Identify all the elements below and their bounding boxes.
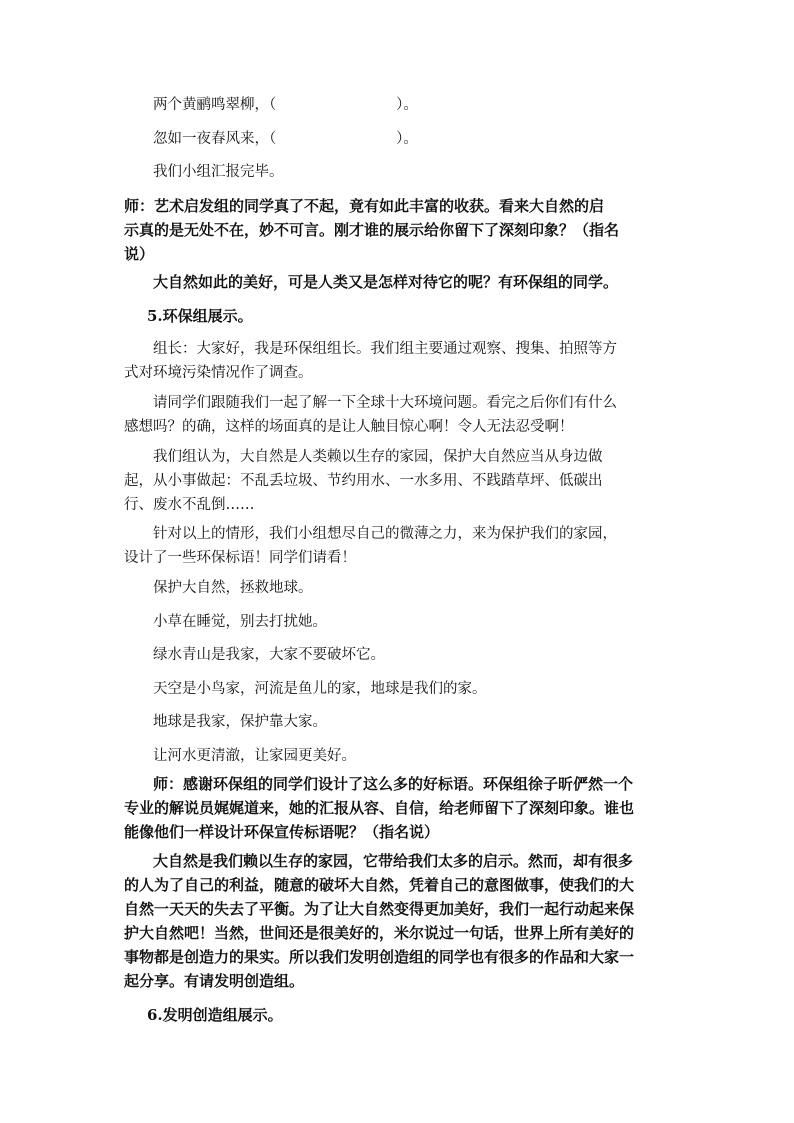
env-problems-line-1: 请同学们跟随我们一起了解一下全球十大环境问题。看完之后你们有什么 [153,395,617,411]
poem-blank-line-2: 忽如一夜春风来，（ ）。 [153,131,418,147]
teacher-remark-4-line-2: 的人为了自己的利益，随意的破坏大自然，凭着自己的意图做事，使我们的大 [124,876,635,894]
group-view-line-2: 起，从小事做起：不乱丢垃圾、节约用水、一水多用、不践踏草坪、低碳出 [124,473,603,489]
slogan-intro-line-2: 设计了一些环保标语！同学们请看！ [124,550,356,566]
env-problems-line-2: 感想吗？的确，这样的场面真的是让人触目惊心啊！令人无法忍受啊！ [124,419,574,435]
leader-intro-line-2: 式对环境污染情况作了调查。 [124,365,313,381]
teacher-remark-2: 大自然如此的美好，可是人类又是怎样对待它的呢？有环保组的同学。 [153,273,619,291]
teacher-remark-3-line-1: 师：感谢环保组的同学们设计了这么多的好标语。环保组徐子昕俨然一个 [153,775,634,793]
teacher-remark-1-line-1: 师：艺术启发组的同学真了不起，竟有如此丰富的收获。看来大自然的启 [124,197,605,215]
slogan-2: 小草在睡觉，别去打扰她。 [153,614,327,630]
slogan-3: 绿水青山是我家，大家不要破坏它。 [153,647,385,663]
teacher-remark-4-line-4: 护大自然吧！当然，世间还是很美好的，米尔说过一句话，世界上所有美好的 [124,924,635,942]
teacher-remark-4-line-6: 起分享。有请发明创造组。 [124,972,305,990]
teacher-remark-4-line-5: 事物都是创造力的果实。所以我们发明创造组的同学也有很多的作品和大家一 [124,948,635,966]
teacher-remark-3-line-3: 能像他们一样设计环保宣传标语呢？（指名说） [124,823,440,841]
slogan-4: 天空是小鸟家，河流是鱼儿的家，地球是我们的家。 [153,681,487,697]
teacher-remark-1-line-2: 示真的是无处不在，妙不可言。刚才谁的展示给你留下了深刻印象？（指名 [124,221,620,239]
leader-intro-line-1: 组长：大家好，我是环保组组长。我们组主要通过观察、搜集、拍照等方 [153,341,617,357]
teacher-remark-4-line-3: 自然一天天的失去了平衡。为了让大自然变得更加美好，我们一起行动起来保 [124,900,635,918]
slogan-1: 保护大自然，拯救地球。 [153,580,313,596]
poem-blank-line-1: 两个黄鹂鸣翠柳，（ ）。 [153,97,418,113]
group-view-line-1: 我们组认为，大自然是人类赖以生存的家园，保护大自然应当从身边做 [153,449,603,465]
slogan-6: 让河水更清澈，让家园更美好。 [153,748,356,764]
teacher-remark-3-line-2: 专业的解说员娓娓道来，她的汇报从容、自信，给老师留下了深刻印象。谁也 [124,799,635,817]
teacher-remark-1-line-3: 说） [124,245,155,263]
group-view-line-3: 行、废水不乱倒…… [124,497,255,513]
slogan-5: 地球是我家，保护靠大家。 [153,714,327,730]
section-heading-5: 5.环保组展示。 [147,307,253,325]
slogan-intro-line-1: 针对以上的情形，我们小组想尽自己的微薄之力，来为保护我们的家园， [153,526,617,542]
section-heading-6: 6.发明创造组展示。 [147,1006,283,1024]
group-report-end: 我们小组汇报完毕。 [153,164,284,180]
teacher-remark-4-line-1: 大自然是我们赖以生存的家园，它带给我们太多的启示。然而，却有很多 [153,852,634,870]
